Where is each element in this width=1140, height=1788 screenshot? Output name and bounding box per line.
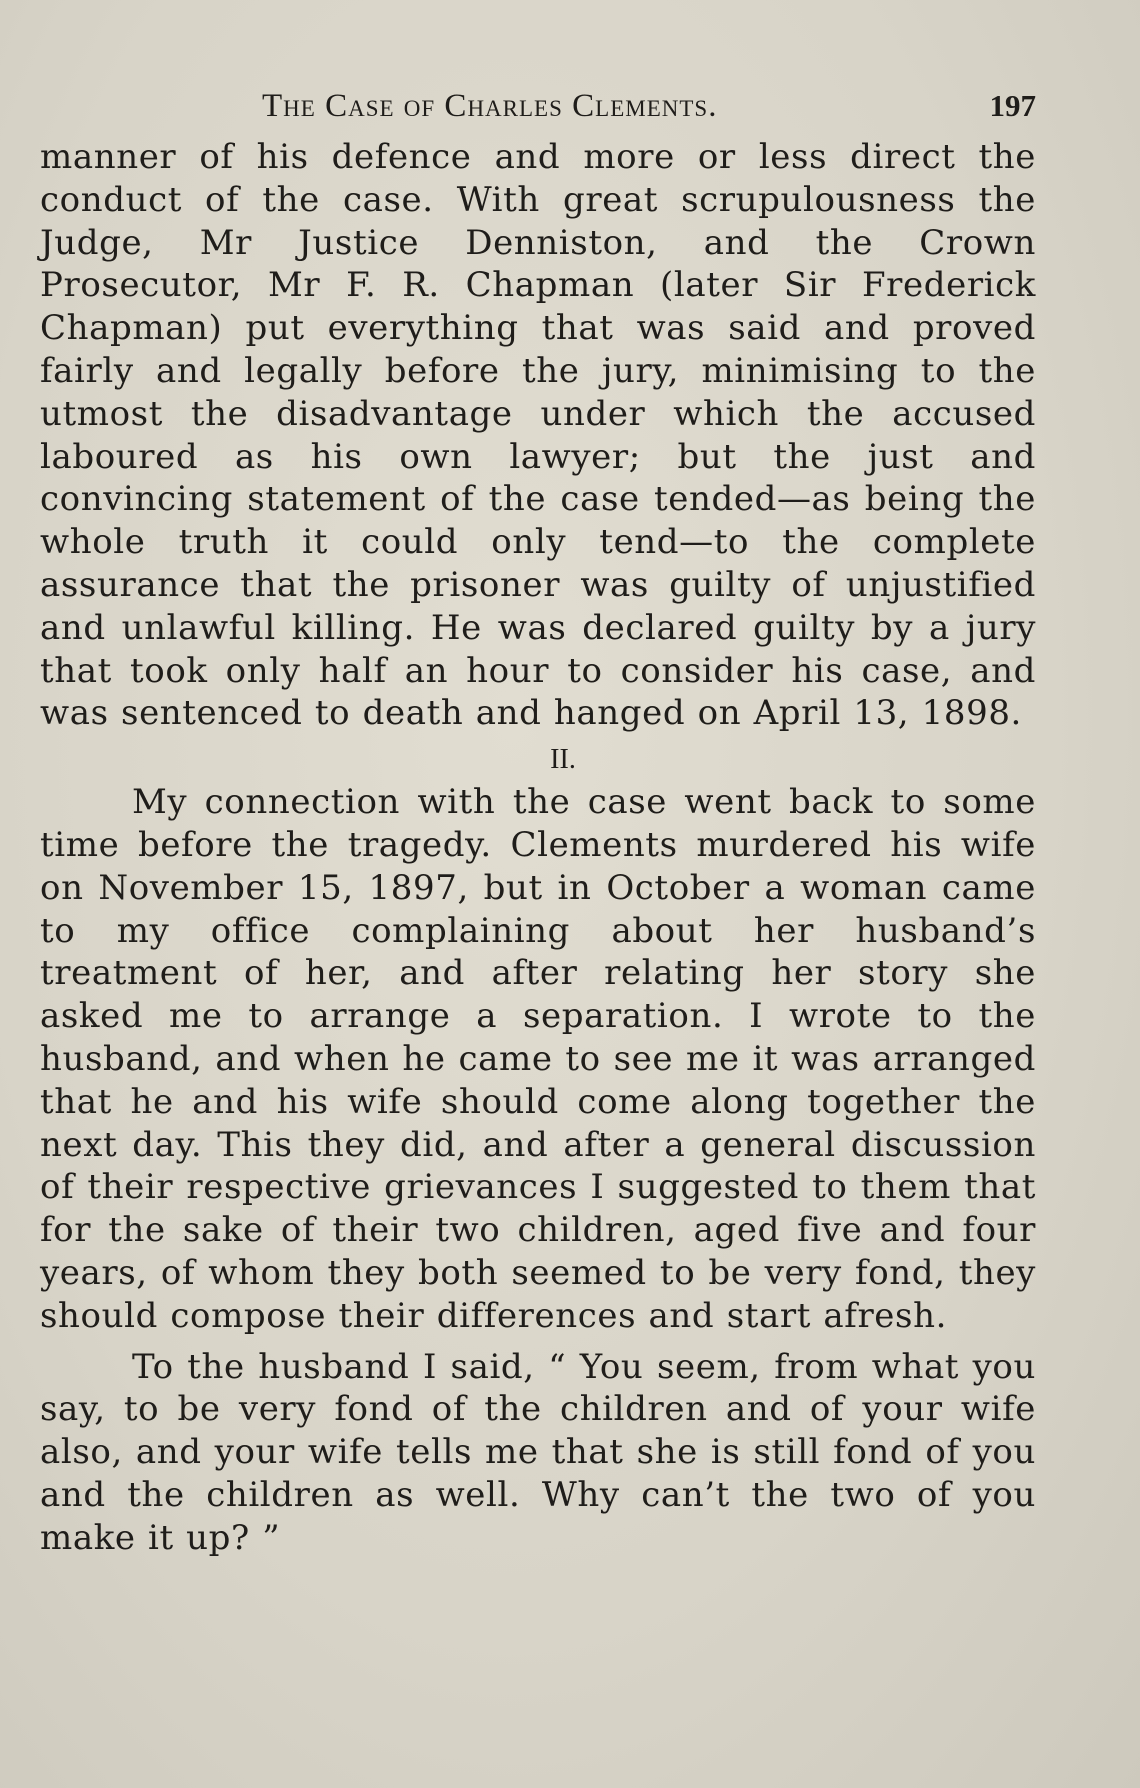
- section-heading: II.: [550, 744, 576, 776]
- paragraph-continued: manner of his defence and more or less direct the conduct of the case. With great scrupulousness the Judge, Mr Justice Denniston, and the Crown Prosecutor, Mr F. R. Chapman (later Sir Frederick Chapman) put everything that was said and proved fairly and legally before the jury, minimising to the utmost the disadvantage under which the accused laboured as his own lawyer; but the just and convincing statement of the case tended—as being the whole truth it could only tend—to the complete assurance that the prisoner was guilty of unjustified and unlawful killing. He was declared guilty by a jury that took only half an hour to consider his case, and was sentenced to death and hanged on April 13, 1898.: [40, 137, 1036, 734]
- paragraph: My connection with the case went back to some time before the tragedy. Clements murdered his wife on November 15, 1897, but in October a woman came to my office complaining about her husband’s treatment of her, and after relating her story she asked me to arrange a separation. I wrote to the husband, and when he came to see me it was arranged that he and his wife should come along together the next day. This they did, and after a general discussion of their respective grievances I suggested to them that for the sake of their two children, aged five and four years, of whom they both seemed to be very fond, they should compose their differences and start afresh.: [40, 782, 1036, 1336]
- running-header: [40, 80, 1036, 130]
- page-number: 197: [989, 88, 1036, 123]
- paragraph: To the husband I said, “ You seem, from what you say, to be very fond of the children and of your wife also, and your wife tells me that she is still fond of you and the children as well. Why can’t the two of you make it up? ”: [40, 1346, 1036, 1558]
- chapter-title: The Case of Charles Clements.: [262, 88, 718, 124]
